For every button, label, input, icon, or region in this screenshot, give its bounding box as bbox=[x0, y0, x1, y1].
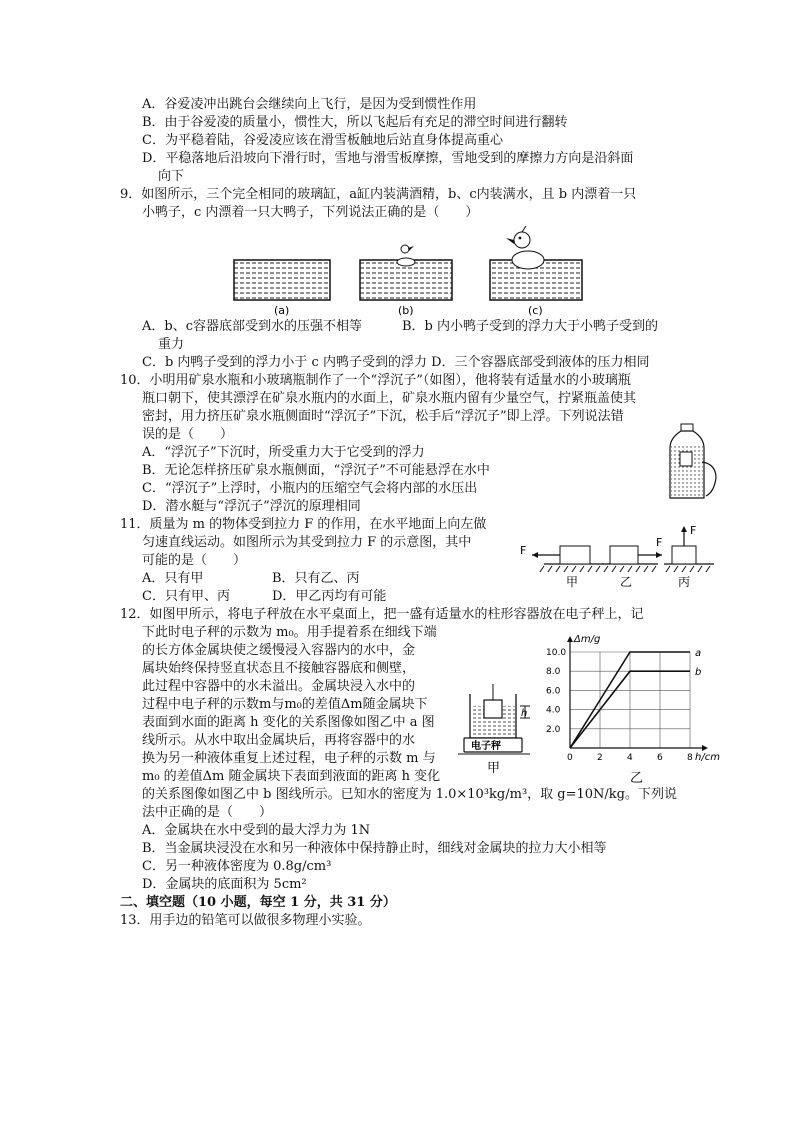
x-tick-label: 4 bbox=[627, 753, 633, 763]
q11-option-b: B．只有乙、丙 bbox=[272, 571, 360, 586]
tank-label-c: (c) bbox=[528, 304, 543, 316]
series-label-b: b bbox=[695, 667, 702, 679]
x-tick-label: 6 bbox=[657, 753, 663, 763]
q12-option-d: D．金属块的底面积为 5cm² bbox=[142, 877, 307, 892]
h-dimension bbox=[520, 706, 530, 719]
force-f-label-jia: F bbox=[520, 544, 527, 557]
q9-tanks-figure bbox=[228, 226, 588, 316]
scale-figure bbox=[458, 684, 540, 776]
figure-label-yi: 乙 bbox=[630, 771, 644, 786]
tank-a bbox=[234, 260, 330, 300]
tank-label-b: (b) bbox=[398, 304, 414, 316]
electronic-scale-icon bbox=[458, 738, 530, 754]
q12-option-c: C．另一种液体密度为 0.8g/cm³ bbox=[142, 859, 332, 874]
section-title: 二、填空题（10 小题，每空 1 分，共 31 分） bbox=[120, 895, 396, 910]
figure-label-jia: 甲 bbox=[487, 761, 501, 776]
q12-line-8: 线所示。从水中取出金属块后，再将容器中的水 bbox=[142, 733, 416, 748]
q10-stem: 10．小明用矿泉水瓶和小玻璃瓶制作了一个“浮沉子”（如图），他将装有适量水的小玻璃瓶 bbox=[120, 373, 631, 388]
q12-line-12: 法中正确的是（ ） bbox=[142, 805, 273, 820]
q9-stem: 9．如图所示，三个完全相同的玻璃缸，a缸内装满酒精，b、c内装满水，且 b 内漂着一只 bbox=[120, 187, 637, 202]
q9-option-cd: C．b 内鸭子受到的浮力小于 c 内鸭子受到的浮力 D．三个容器底部受到液体的压力相同 bbox=[142, 355, 650, 370]
q12-line-6: 过程中电子秤的示数m与m₀的差值Δm随金属块下 bbox=[142, 697, 428, 712]
q12-option-a: A．金属块在水中受到的最大浮力为 1N bbox=[142, 823, 371, 838]
q11-stem: 11．质量为 m 的物体受到拉力 F 的作用，在水平地面上向左做 bbox=[120, 517, 487, 532]
force-label-yi: 乙 bbox=[620, 575, 633, 589]
y-tick-label: 6.0 bbox=[546, 686, 561, 697]
delta-m-chart bbox=[540, 628, 730, 788]
tank-c bbox=[490, 226, 582, 300]
chart-y-axis-label: Δm/g bbox=[574, 634, 601, 645]
q10-option-a: A．“浮沉子”下沉时，所受重力大于它受到的浮力 bbox=[142, 445, 425, 460]
q9-option-a: A．b、c容器底部受到水的压强不相等 bbox=[142, 319, 362, 334]
q9-stem-cont: 小鸭子，c 内漂着一只大鸭子，下列说法正确的是（ ） bbox=[142, 205, 479, 220]
q13-stem: 13．用手边的铅笔可以做很多物理小实验。 bbox=[120, 913, 371, 928]
q12-line-4: 属块始终保持竖直状态且不接触容器底和侧壁， bbox=[142, 661, 416, 676]
y-tick-label: 10.0 bbox=[546, 648, 567, 658]
q10-option-c: C．“浮沉子”上浮时，小瓶内的压缩空气会将内部的水压出 bbox=[142, 481, 478, 496]
force-case-yi bbox=[602, 536, 662, 572]
q9-option-b-cont: 重力 bbox=[158, 337, 185, 352]
chart-x-axis-label: h/cm bbox=[695, 752, 720, 763]
force-case-jia bbox=[520, 544, 604, 572]
force-figure bbox=[518, 524, 718, 594]
q11-stem-3: 可能的是（ ） bbox=[142, 553, 247, 568]
q8-option-a: A．谷爱凌冲出跳台会继续向上飞行，是因为受到惯性作用 bbox=[142, 97, 477, 112]
force-f-label-bing: F bbox=[690, 524, 697, 537]
q10-stem-3: 密封，用力挤压矿泉水瓶侧面时“浮沉子”下沉，松手后“浮沉子”即上浮。下列说法错 bbox=[142, 409, 624, 424]
container-icon bbox=[470, 684, 516, 738]
q8-option-b: B．由于谷爱凌的质量小，惯性大，所以飞起后有充足的滞空时间进行翻转 bbox=[142, 115, 568, 130]
q12-stem: 12．如图甲所示，将电子秤放在水平桌面上，把一盛有适量水的柱形容器放在电子秤上，记 bbox=[120, 607, 644, 622]
q12-line-7: 表面到水面的距离 h 变化的关系图像如图乙中 a 图 bbox=[142, 715, 435, 730]
h-label: h bbox=[521, 708, 528, 719]
q9-option-b: B．b 内小鸭子受到的浮力大于小鸭子受到的 bbox=[402, 319, 659, 334]
force-case-bing bbox=[664, 524, 714, 572]
q12-line-3: 的长方体金属块使之缓慢浸入容器内的水中，金 bbox=[142, 643, 416, 658]
q10-stem-2: 瓶口朝下，使其漂浮在矿泉水瓶内的水面上，矿泉水瓶内留有少量空气，拧紧瓶盖使其 bbox=[142, 391, 637, 406]
series-label-a: a bbox=[695, 648, 702, 659]
bottle-figure bbox=[662, 422, 724, 502]
tank-b bbox=[360, 245, 452, 300]
y-axis-arrow bbox=[567, 636, 573, 642]
q10-option-d: D．潜水艇与“浮沉子”浮沉的原理相同 bbox=[142, 499, 361, 514]
x-tick-label: 2 bbox=[597, 753, 603, 763]
force-label-bing: 丙 bbox=[678, 575, 691, 589]
force-label-jia: 甲 bbox=[566, 575, 579, 589]
bottle-icon bbox=[670, 424, 704, 498]
small-duck-icon bbox=[397, 245, 415, 266]
q8-option-d: D．平稳落地后沿坡向下滑行时，雪地与滑雪板摩擦，雪地受到的摩擦力方向是沿斜面 bbox=[142, 151, 634, 166]
q12-line-2: 下此时电子秤的示数为 m₀。用手提着系在细线下端 bbox=[142, 625, 437, 640]
q8-option-d-cont: 向下 bbox=[158, 169, 185, 184]
q11-option-d: D．甲乙丙均有可能 bbox=[272, 589, 387, 604]
q12-line-5: 此过程中容器中的水未溢出。金属块浸入水中的 bbox=[142, 679, 416, 694]
q8-option-c: C．为平稳着陆，谷爱凌应该在滑雪板触地后站直身体提高重心 bbox=[142, 133, 503, 148]
y-tick-label: 2.0 bbox=[546, 724, 561, 735]
q12-option-b: B．当金属块浸没在水和另一种液体中保持静止时，细线对金属块的拉力大小相等 bbox=[142, 841, 607, 856]
q11-option-c: C．只有甲、丙 bbox=[142, 589, 230, 604]
x-axis-arrow bbox=[702, 745, 708, 751]
q11-stem-2: 匀速直线运动。如图所示为其受到拉力 F 的示意图，其中 bbox=[142, 535, 472, 550]
q10-stem-4: 误的是（ ） bbox=[142, 427, 234, 442]
x-tick-label: 0 bbox=[567, 753, 573, 763]
tank-label-a: (a) bbox=[274, 304, 290, 316]
q12-line-10: m₀ 的差值Δm 随金属块下表面到液面的距离 h 变化 bbox=[142, 769, 441, 784]
force-f-label-yi: F bbox=[656, 536, 663, 549]
scale-label: 电子秤 bbox=[471, 741, 501, 752]
y-tick-label: 4.0 bbox=[546, 705, 561, 716]
q12-line-9: 换为另一种液体重复上述过程，电子秤的示数 m 与 bbox=[142, 751, 436, 766]
y-tick-label: 8.0 bbox=[546, 667, 561, 678]
q12-line-11: 的关系图像如图乙中 b 图线所示。已知水的密度为 1.0×10³kg/m³，取 g=10N/kg。下列说 bbox=[142, 787, 677, 802]
x-tick-label: 8 bbox=[687, 753, 693, 763]
q11-option-a: A．只有甲 bbox=[142, 571, 204, 586]
q10-option-b: B．无论怎样挤压矿泉水瓶侧面，“浮沉子”不可能悬浮在水中 bbox=[142, 463, 490, 478]
